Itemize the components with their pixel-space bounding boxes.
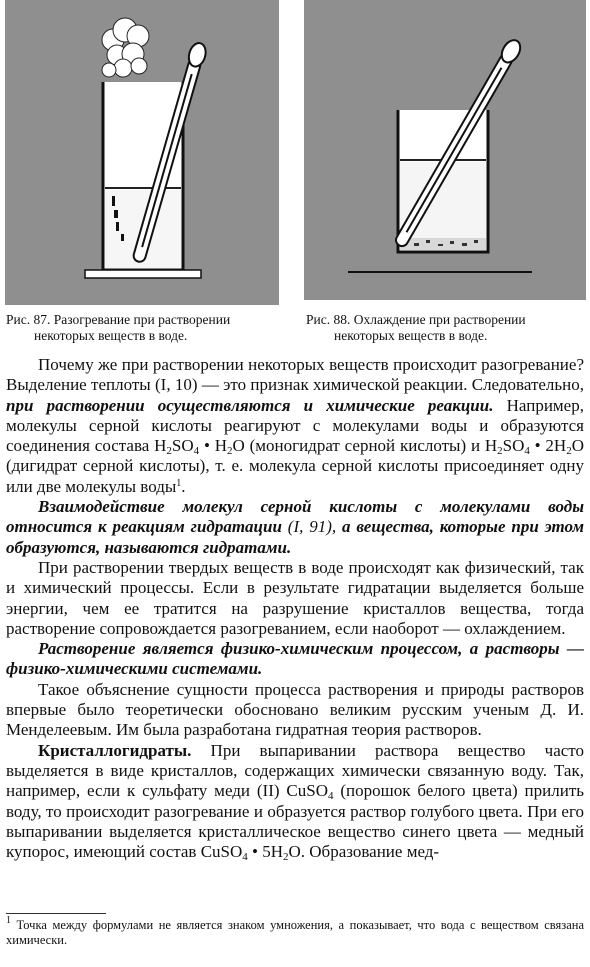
subscript: 4 (328, 790, 334, 803)
paragraph-4: Растворение является физико-химическим процессом, а растворы — физико-химическими системами. (6, 639, 584, 679)
footnote (6, 915, 584, 948)
subscript: 2 (166, 445, 172, 458)
p2-reference: (I, 91), (281, 517, 343, 537)
footnote-text: Точка между формулами не является знаком умножения, а показывает, что вода с веществом связана химически. (6, 918, 584, 947)
p6-text-3: • 5H (247, 842, 283, 862)
figure-88-caption (306, 312, 590, 344)
footnote-number: 1 (6, 915, 11, 926)
paragraph-1 (6, 355, 584, 497)
p1-emphasis: при растворении осуществляются и химические реакции. (6, 395, 494, 415)
p1-text: Почему же при растворении некоторых веществ происходит разогревание? Выделение теплоты (I, 10) — это признак химической реакции. Следовательно, (6, 355, 584, 395)
subscript: 2 (497, 445, 503, 458)
p1-text-2: Например, молекулы серной кислоты реагируют с молекулами воды и образуются соединения состава H (6, 395, 584, 456)
paragraph-6 (6, 741, 584, 863)
p2-emphasis: Взаимодействие молекул серной кислоты с молекулами воды относится к реакциям гидратации (6, 497, 584, 537)
p1-text-8: O (дигидрат серной кислоты), т. е. молекула серной кислоты присоединяет одну или две молекулы воды (6, 436, 584, 496)
figure-87-caption (6, 312, 296, 344)
p1-text-6: SO (502, 436, 525, 456)
figure-88-caption-line2: некоторых веществ в воде. (334, 328, 488, 343)
figure-88-caption-line1: Рис. 88. Охлаждение при растворении (306, 312, 526, 327)
p1-text-4: • H (199, 436, 227, 456)
p6-text-2: (порошок белого цвета) прилить воду, то происходит разогревание и образуется раствор голубого цвета. При его выпаривании выделяется кристаллическое вещество синего цвета — медный купорос, имеющий состав CuSO (6, 781, 585, 862)
p6-text-4: O. Образование мед- (288, 842, 440, 862)
subscript: 2 (227, 445, 233, 458)
paragraph-3: При растворении твердых веществ в воде происходят как физический, так и химический процессы. Если в результате гидратации выделяется больше энергии, чем ее тратится на разрушение кристаллов вещества, тогда растворение сопровождается разогреванием, если наоборот — охлаждением. (6, 557, 584, 638)
subscript: 2 (283, 851, 289, 864)
footnote-separator (6, 913, 106, 914)
p1-text-3: SO (171, 436, 194, 456)
figure-87-image (5, 0, 279, 305)
paragraph-5: Такое объяснение сущности процесса растворения и природы растворов впервые было теоретически обосновано великим русским ученым Д. И. Менделеевым. Им была разработана гидратная теория растворов. (6, 679, 584, 740)
beaker-cooling-illustration (304, 0, 586, 300)
footnote-marker: 1 (176, 477, 182, 489)
subscript: 4 (524, 445, 530, 458)
p1-text-7: • 2H (529, 436, 567, 456)
subscript: 4 (193, 445, 200, 458)
beaker-warming-illustration (5, 0, 279, 305)
p2-emphasis-2: а вещества, которые при этом образуются, называются гидратами. (6, 517, 585, 557)
section-heading: Кристаллогидраты. (38, 740, 192, 760)
p1-text-5: O (моногидрат серной кислоты) и H (232, 436, 498, 456)
subscript: 4 (242, 851, 248, 864)
figure-88-image (304, 0, 586, 300)
body-text (6, 355, 584, 862)
p6-text: При выпаривании раствора вещество часто выделяется в виде кристаллов, содержащих химически связанную воду. Так, например, если к сульфату меди (II) CuSO (6, 740, 584, 801)
paragraph-2 (6, 497, 584, 558)
figure-87-caption-line2: некоторых веществ в воде. (34, 328, 188, 343)
figure-87-caption-line1: Рис. 87. Разогревание при растворении (6, 312, 231, 327)
subscript: 2 (566, 445, 572, 458)
p1-text-9: . (181, 476, 186, 496)
